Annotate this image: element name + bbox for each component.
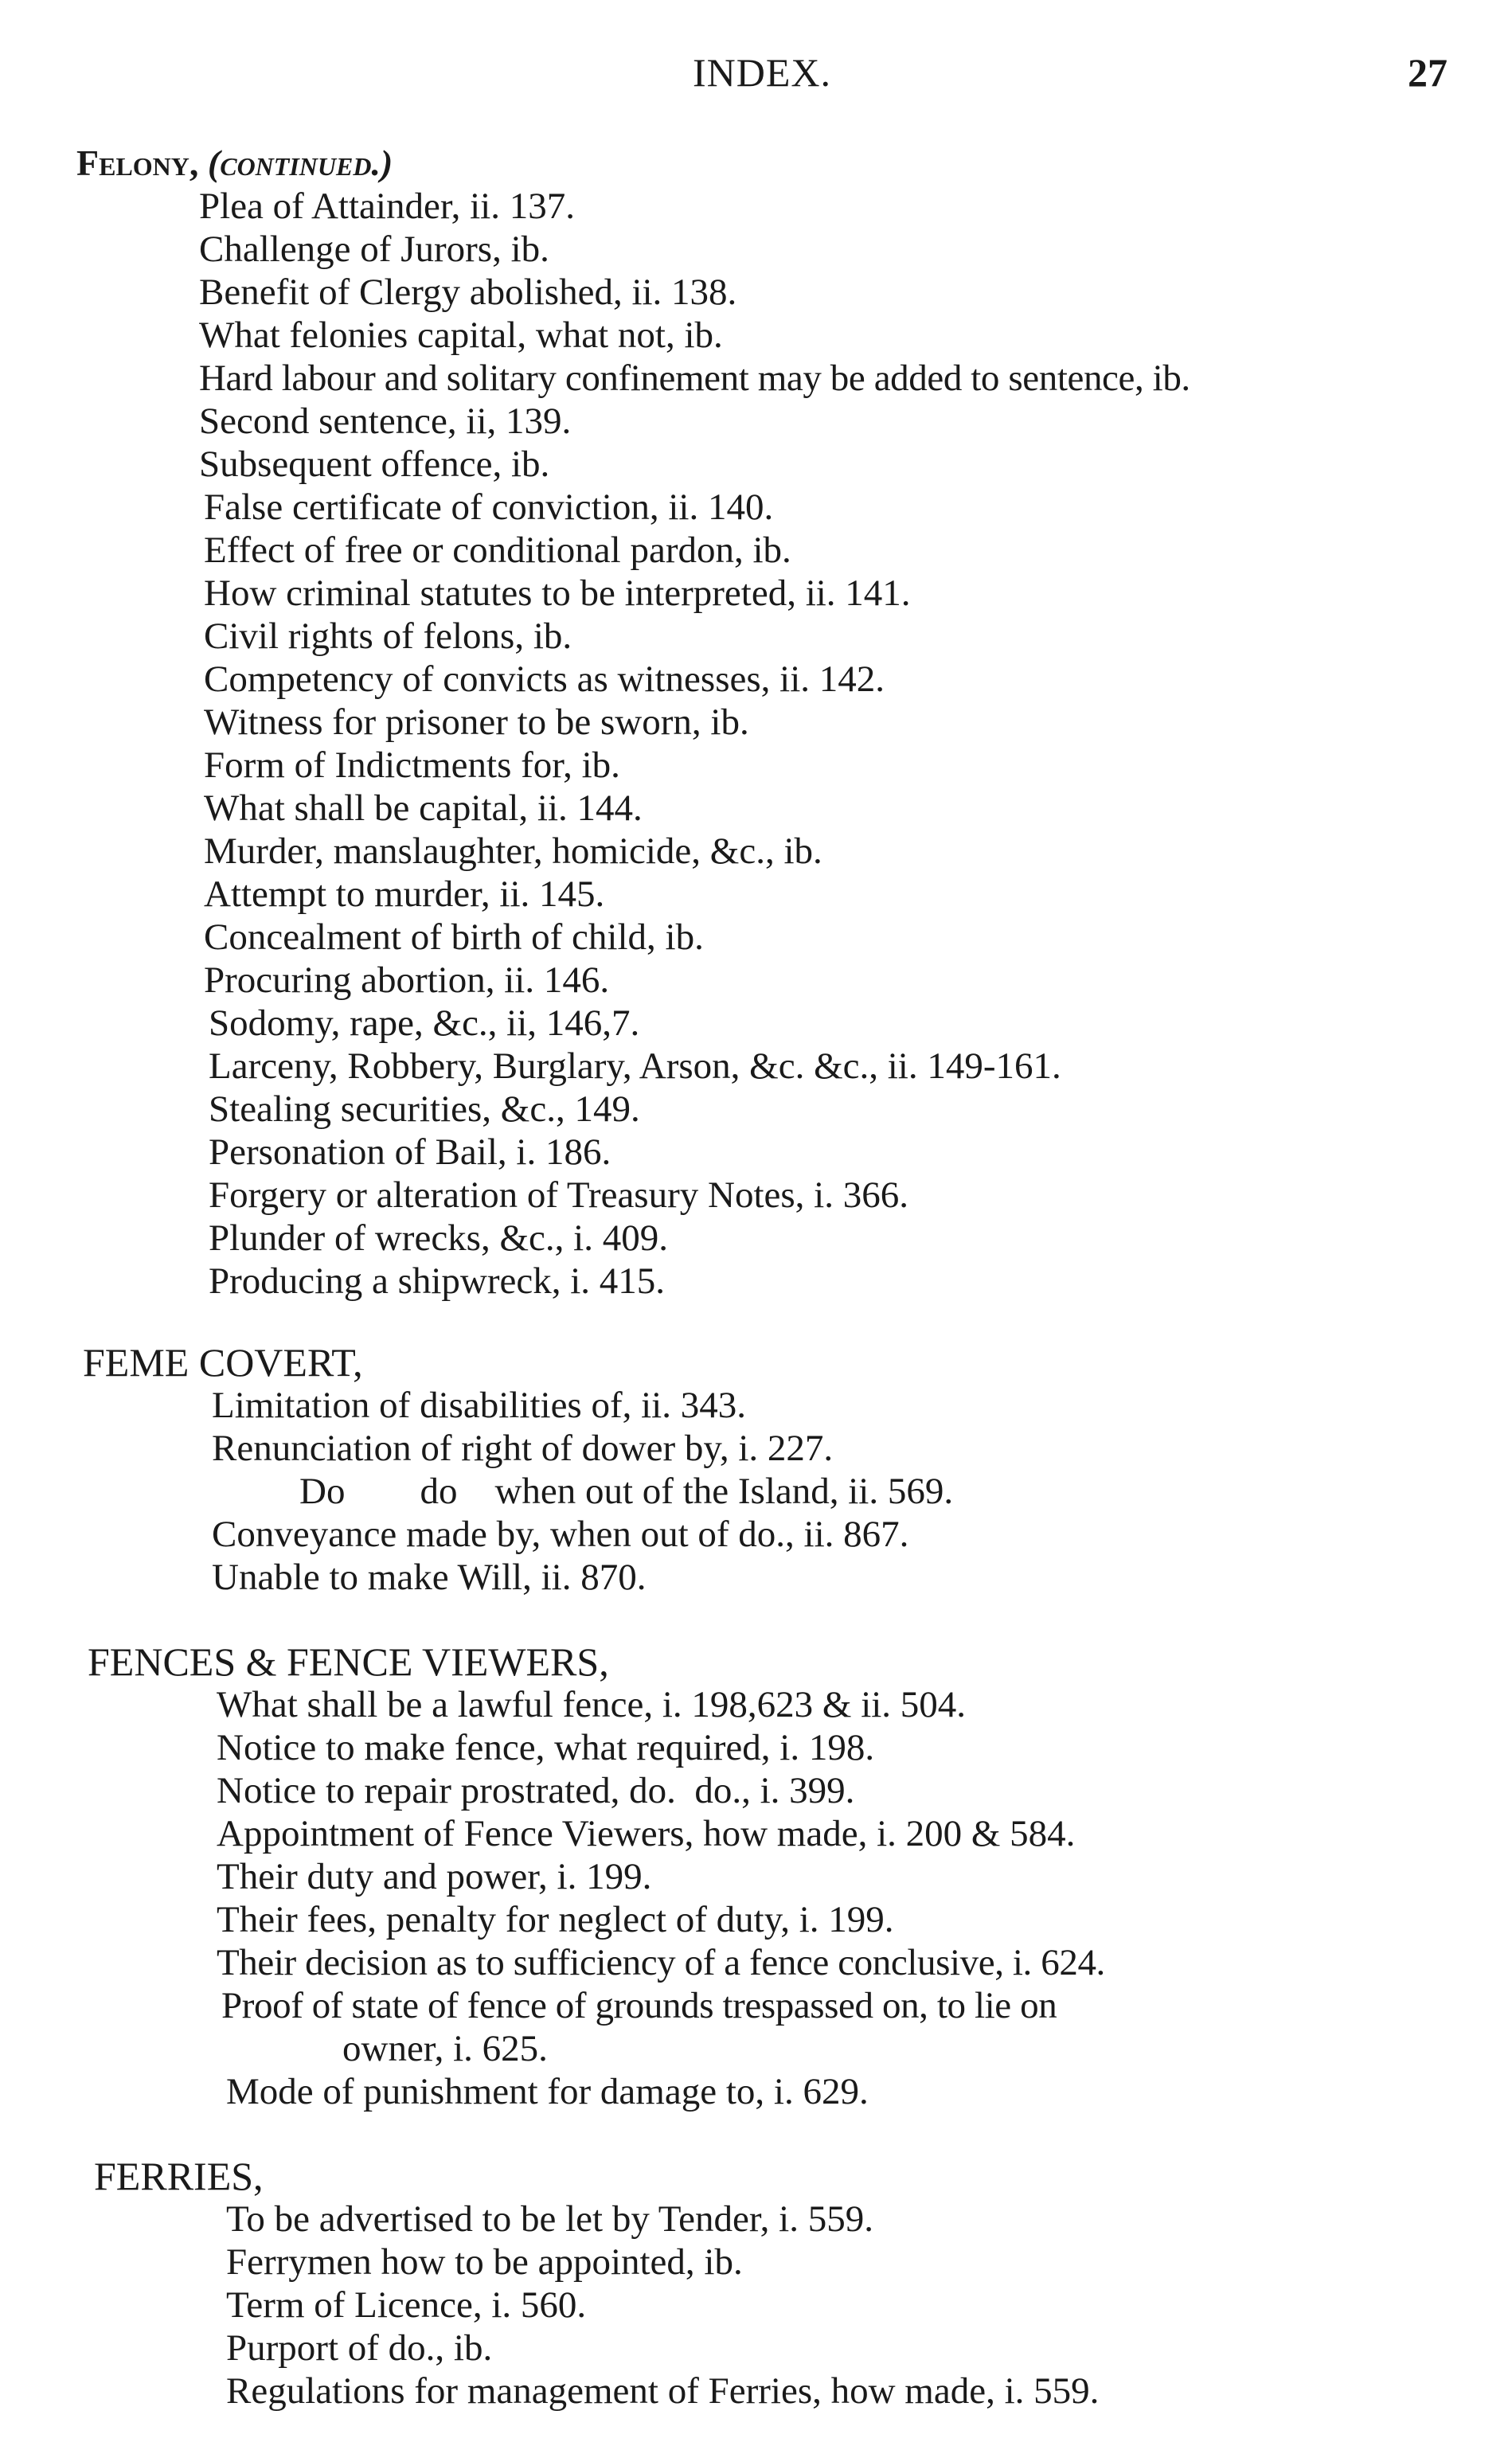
- index-entry: Purport of do., ib.: [226, 2327, 493, 2369]
- index-entry: Forgery or alteration of Treasury Notes, i. 366.: [209, 1174, 908, 1216]
- index-entry: Plea of Attainder, ii. 137.: [199, 186, 575, 227]
- index-entry: Notice to repair prostrated, do. do., i. 399.: [217, 1770, 855, 1811]
- index-entry: Their fees, penalty for neglect of duty, i. 199.: [217, 1899, 894, 1940]
- page-number: 27: [1408, 50, 1448, 95]
- index-entry: Personation of Bail, i. 186.: [209, 1131, 611, 1173]
- index-entry: Their duty and power, i. 199.: [217, 1856, 652, 1897]
- section-heading: FERRIES,: [94, 2154, 264, 2198]
- section-heading: FENCES & FENCE VIEWERS,: [88, 1639, 609, 1684]
- index-entry: To be advertised to be let by Tender, i. 559.: [226, 2198, 873, 2240]
- index-entry: Hard labour and solitary confinement may be added to sentence, ib.: [199, 357, 1190, 399]
- index-entry: Concealment of birth of child, ib.: [204, 916, 704, 958]
- index-entry: Challenge of Jurors, ib.: [199, 229, 549, 270]
- index-entry: Form of Indictments for, ib.: [204, 744, 620, 786]
- index-entry: Witness for prisoner to be sworn, ib.: [204, 701, 749, 743]
- index-entry: Limitation of disabilities of, ii. 343.: [212, 1385, 746, 1426]
- index-entry: Second sentence, ii, 139.: [199, 400, 572, 442]
- index-entry: Do do when out of the Island, ii. 569.: [299, 1471, 954, 1512]
- index-entry: Mode of punishment for damage to, i. 629.: [226, 2071, 869, 2112]
- index-entry: False certificate of conviction, ii. 140.: [204, 486, 774, 528]
- index-entry: Sodomy, rape, &c., ii, 146,7.: [209, 1002, 640, 1044]
- index-entry: What felonies capital, what not, ib.: [199, 315, 723, 356]
- index-entry: Conveyance made by, when out of do., ii. 867.: [212, 1514, 909, 1555]
- index-entry: Proof of state of fence of grounds trespassed on, to lie on: [221, 1985, 1057, 2026]
- running-head: [0, 49, 1512, 105]
- running-title: INDEX.: [693, 50, 832, 95]
- index-entry: Plunder of wrecks, &c., i. 409.: [209, 1217, 668, 1259]
- index-entry: Unable to make Will, ii. 870.: [212, 1557, 647, 1598]
- index-entry: Regulations for management of Ferries, how made, i. 559.: [226, 2370, 1100, 2412]
- index-entry: Civil rights of felons, ib.: [204, 615, 572, 657]
- index-entry: Attempt to murder, ii. 145.: [204, 873, 605, 915]
- index-entry: Benefit of Clergy abolished, ii. 138.: [199, 272, 737, 313]
- index-entry: Renunciation of right of dower by, i. 227.: [212, 1428, 834, 1469]
- index-entry: What shall be capital, ii. 144.: [204, 787, 643, 829]
- section-heading: FEME COVERT,: [83, 1340, 363, 1385]
- index-entry: What shall be a lawful fence, i. 198,623 & ii. 504.: [217, 1684, 967, 1725]
- index-entry: owner, i. 625.: [342, 2028, 548, 2069]
- index-entry: Procuring abortion, ii. 146.: [204, 959, 610, 1001]
- index-entry: Producing a shipwreck, i. 415.: [209, 1260, 666, 1302]
- index-entry: Ferrymen how to be appointed, ib.: [226, 2241, 743, 2283]
- index-entry: Term of Licence, i. 560.: [226, 2284, 587, 2326]
- index-entry: Stealing securities, &c., 149.: [209, 1088, 640, 1130]
- index-entry: Effect of free or conditional pardon, ib.: [204, 529, 791, 571]
- section-heading: [76, 142, 393, 185]
- index-entry: Murder, manslaughter, homicide, &c., ib.: [204, 830, 822, 872]
- index-entry: Larceny, Robbery, Burglary, Arson, &c. &c., ii. 149-161.: [209, 1045, 1061, 1087]
- heading-text: Felony,: [76, 143, 199, 183]
- index-entry: Subsequent offence, ib.: [199, 443, 550, 485]
- heading-continued-note: (continued.): [207, 143, 393, 183]
- index-entry: Appointment of Fence Viewers, how made, i. 200 & 584.: [217, 1813, 1076, 1854]
- index-entry: How criminal statutes to be interpreted, ii. 141.: [204, 572, 911, 614]
- index-entry: Competency of convicts as witnesses, ii. 142.: [204, 658, 885, 700]
- index-entry: Their decision as to sufficiency of a fence conclusive, i. 624.: [217, 1942, 1105, 1983]
- index-entry: Notice to make fence, what required, i. 198.: [217, 1727, 875, 1768]
